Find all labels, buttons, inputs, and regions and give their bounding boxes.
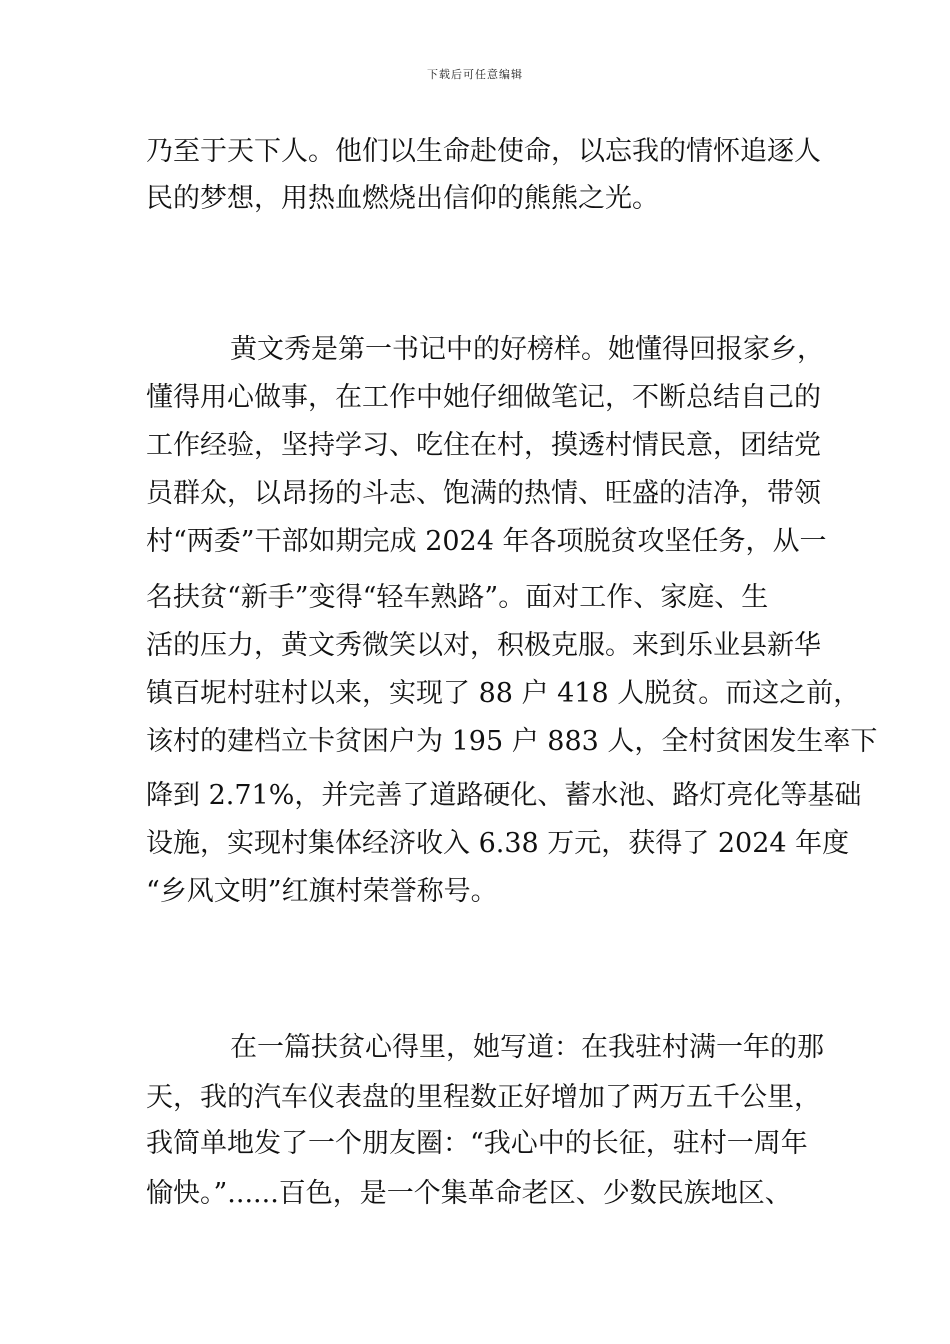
paragraph-2-line-1: 黄文秀是第一书记中的好榜样。她懂得回报家乡， [230,334,824,365]
paragraph-3-line-4: 愉快。”......百色，是一个集革命老区、少数民族地区、 [146,1178,792,1209]
paragraph-2-line-11: 设施，实现村集体经济收入 6.38 万元，获得了 2024 年度 [146,828,850,859]
paragraph-2-line-6: 名扶贫“新手”变得“轻车熟路”。面对工作、家庭、生 [146,582,769,613]
paragraph-2-line-9: 该村的建档立卡贫困户为 195 户 883 人，全村贫困发生率下 [146,726,878,757]
paragraph-3-line-2: 天，我的汽车仪表盘的里程数正好增加了两万五千公里， [146,1082,821,1113]
paragraph-2-line-8: 镇百坭村驻村以来，实现了 88 户 418 人脱贫。而这之前， [146,678,861,709]
paragraph-1-line-2: 民的梦想，用热血燃烧出信仰的熊熊之光。 [146,183,659,214]
paragraph-2-line-12: “乡风文明”红旗村荣誉称号。 [146,876,498,907]
page-header: 下载后可任意编辑 [427,68,523,81]
paragraph-2-line-2: 懂得用心做事，在工作中她仔细做笔记，不断总结自己的 [146,382,821,413]
paragraph-1-line-1: 乃至于天下人。他们以生命赴使命，以忘我的情怀追逐人 [146,136,821,167]
paragraph-2-line-3: 工作经验，坚持学习、吃住在村，摸透村情民意，团结党 [146,430,821,461]
paragraph-3-line-3: 我简单地发了一个朋友圈：“我心中的长征，驻村一周年 [146,1128,808,1159]
paragraph-2-line-7: 活的压力，黄文秀微笑以对，积极克服。来到乐业县新华 [146,630,821,661]
paragraph-2-line-10: 降到 2.71%，并完善了道路硬化、蓄水池、路灯亮化等基础 [146,780,862,811]
paragraph-3-line-1: 在一篇扶贫心得里，她写道：在我驻村满一年的那 [230,1032,824,1063]
paragraph-2-line-5: 村“两委”干部如期完成 2024 年各项脱贫攻坚任务，从一 [146,526,827,557]
paragraph-2-line-4: 员群众，以昂扬的斗志、饱满的热情、旺盛的洁净，带领 [146,478,821,509]
